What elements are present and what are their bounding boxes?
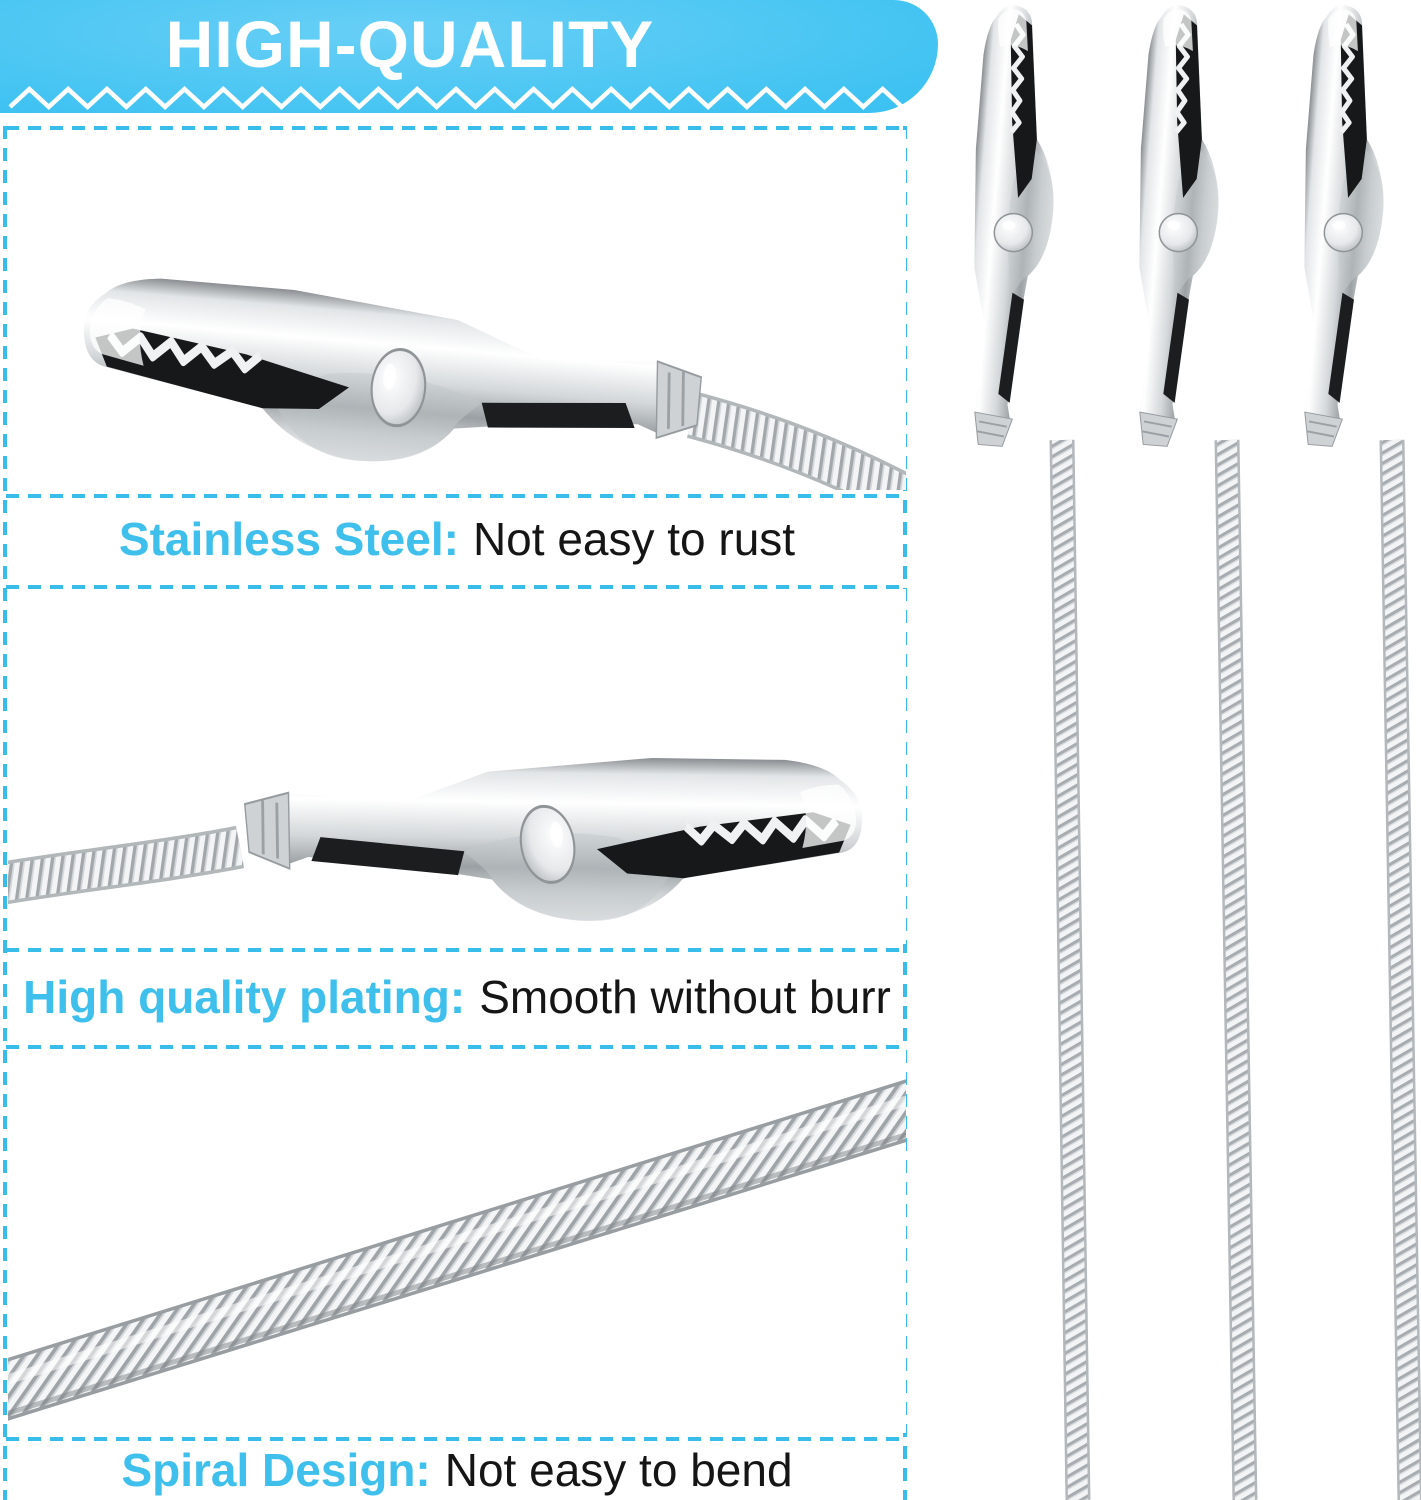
feature-caption-3 [8,1441,906,1498]
alligator-clip-3 [1282,3,1399,449]
alligator-clip-right-icon [8,589,906,944]
alligator-clip-left-icon [8,130,906,490]
feature-photo-spiral [8,1049,906,1433]
caption-label-3: Spiral Design: [121,1443,431,1496]
feature-caption-2 [8,952,906,1041]
alligator-clip-1 [952,3,1069,449]
caption-label-1: Stainless Steel: [118,512,459,565]
caption-desc-1: Not easy to rust [472,512,796,565]
spiral-cable-1 [1062,440,1078,1500]
zigzag-divider-icon [6,83,906,111]
feature-photo-stainless-steel [8,130,906,490]
caption-desc-3: Not easy to bend [444,1443,793,1496]
panel-border-left [3,126,7,1500]
spiral-cable-2 [1227,440,1245,1500]
spiral-cable-3 [1392,440,1410,1500]
alligator-clip-2 [1117,3,1234,449]
caption-desc-2: Smooth without burr [479,970,891,1023]
banner-title: HIGH-QUALITY [165,7,655,81]
banner [0,0,938,113]
feature-photo-plating [8,589,906,944]
caption-label-2: High quality plating: [23,970,466,1023]
spiral-cable-icon [8,1049,906,1433]
product-display-clips [940,0,1421,1500]
feature-caption-1 [8,496,906,581]
